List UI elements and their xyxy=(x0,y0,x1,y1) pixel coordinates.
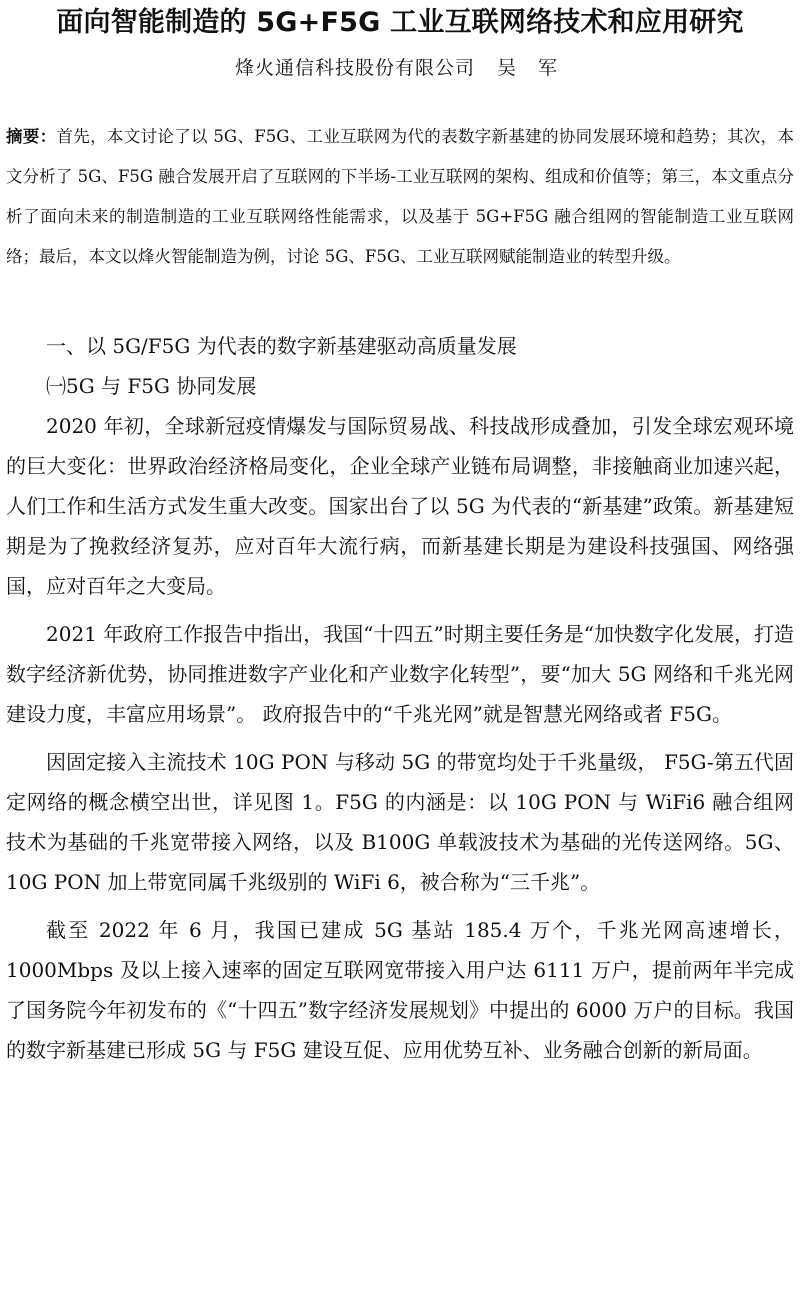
organization-name: 烽火通信科技股份有限公司 xyxy=(234,57,475,79)
body-text xyxy=(6,406,794,1070)
paper-title: 面向智能制造的 5G+F5G 工业互联网络技术和应用研究 xyxy=(56,7,744,38)
body-paragraph: 2021 年政府工作报告中指出，我国“十四五”时期主要任务是“加快数字化发展，打造数字经济新优势，协同推进数字产业化和产业数字化转型”，要“加大 5G 网络和千兆光网建设力度，丰富应用场景”。 政府报告中的“千兆光网”就是智慧光网络或者 F5G。 xyxy=(6,622,794,726)
subsection-heading: ㈠5G 与 F5G 协同发展 xyxy=(46,374,257,398)
abstract xyxy=(6,117,794,277)
abstract-label: 摘要： xyxy=(6,127,57,146)
body-paragraph: 因固定接入主流技术 10G PON 与移动 5G 的带宽均处于千兆量级， F5G-第五代固定网络的概念横空出世，详见图 1。F5G 的内涵是：以 10G PON 与 WiFi6 融合组网技术为基础的千兆宽带接入网络，以及 B100G 单载波技术为基础的光传送网络。5G、10G PON 加上带宽同属千兆级别的 WiFi 6，被合称为“三千兆”。 xyxy=(6,750,794,894)
abstract-text: 首先，本文讨论了以 5G、F5G、工业互联网为代的表数字新基建的协同发展环境和趋势；其次，本文分析了 5G、F5G 融合发展开启了互联网的下半场-工业互联网的架构、组成和价值等；第三，本文重点分析了面向未来的制造制造的工业互联网络性能需求，以及基于 5G+F5G 融合组网的智能制造工业互联网络；最后，本文以烽火智能制造为例，讨论 5G、F5G、工业互联网赋能制造业的转型升级。 xyxy=(6,127,794,266)
body-paragraph: 截至 2022 年 6 月，我国已建成 5G 基站 185.4 万个，千兆光网高速增长，1000Mbps 及以上接入速率的固定互联网宽带接入用户达 6111 万户，提前两年半完成了国务院今年初发布的《“十四五”数字经济发展规划》中提出的 6000 万户的目标。我国的数字新基建已形成 5G 与 F5G 建设互促、应用优势互补、业务融合创新的新局面。 xyxy=(6,918,794,1062)
section-heading: 一、以 5G/F5G 为代表的数字新基建驱动高质量发展 xyxy=(46,334,517,358)
byline xyxy=(6,53,794,83)
body-paragraph: 2020 年初，全球新冠疫情爆发与国际贸易战、科技战形成叠加，引发全球宏观环境的巨大变化：世界政治经济格局变化，企业全球产业链布局调整，非接触商业加速兴起，人们工作和生活方式发生重大改变。国家出台了以 5G 为代表的“新基建”政策。新基建短期是为了挽救经济复苏，应对百年大流行病，而新基建长期是为建设科技强国、网络强国，应对百年之大变局。 xyxy=(6,414,794,598)
author-name: 吴 军 xyxy=(496,57,566,79)
